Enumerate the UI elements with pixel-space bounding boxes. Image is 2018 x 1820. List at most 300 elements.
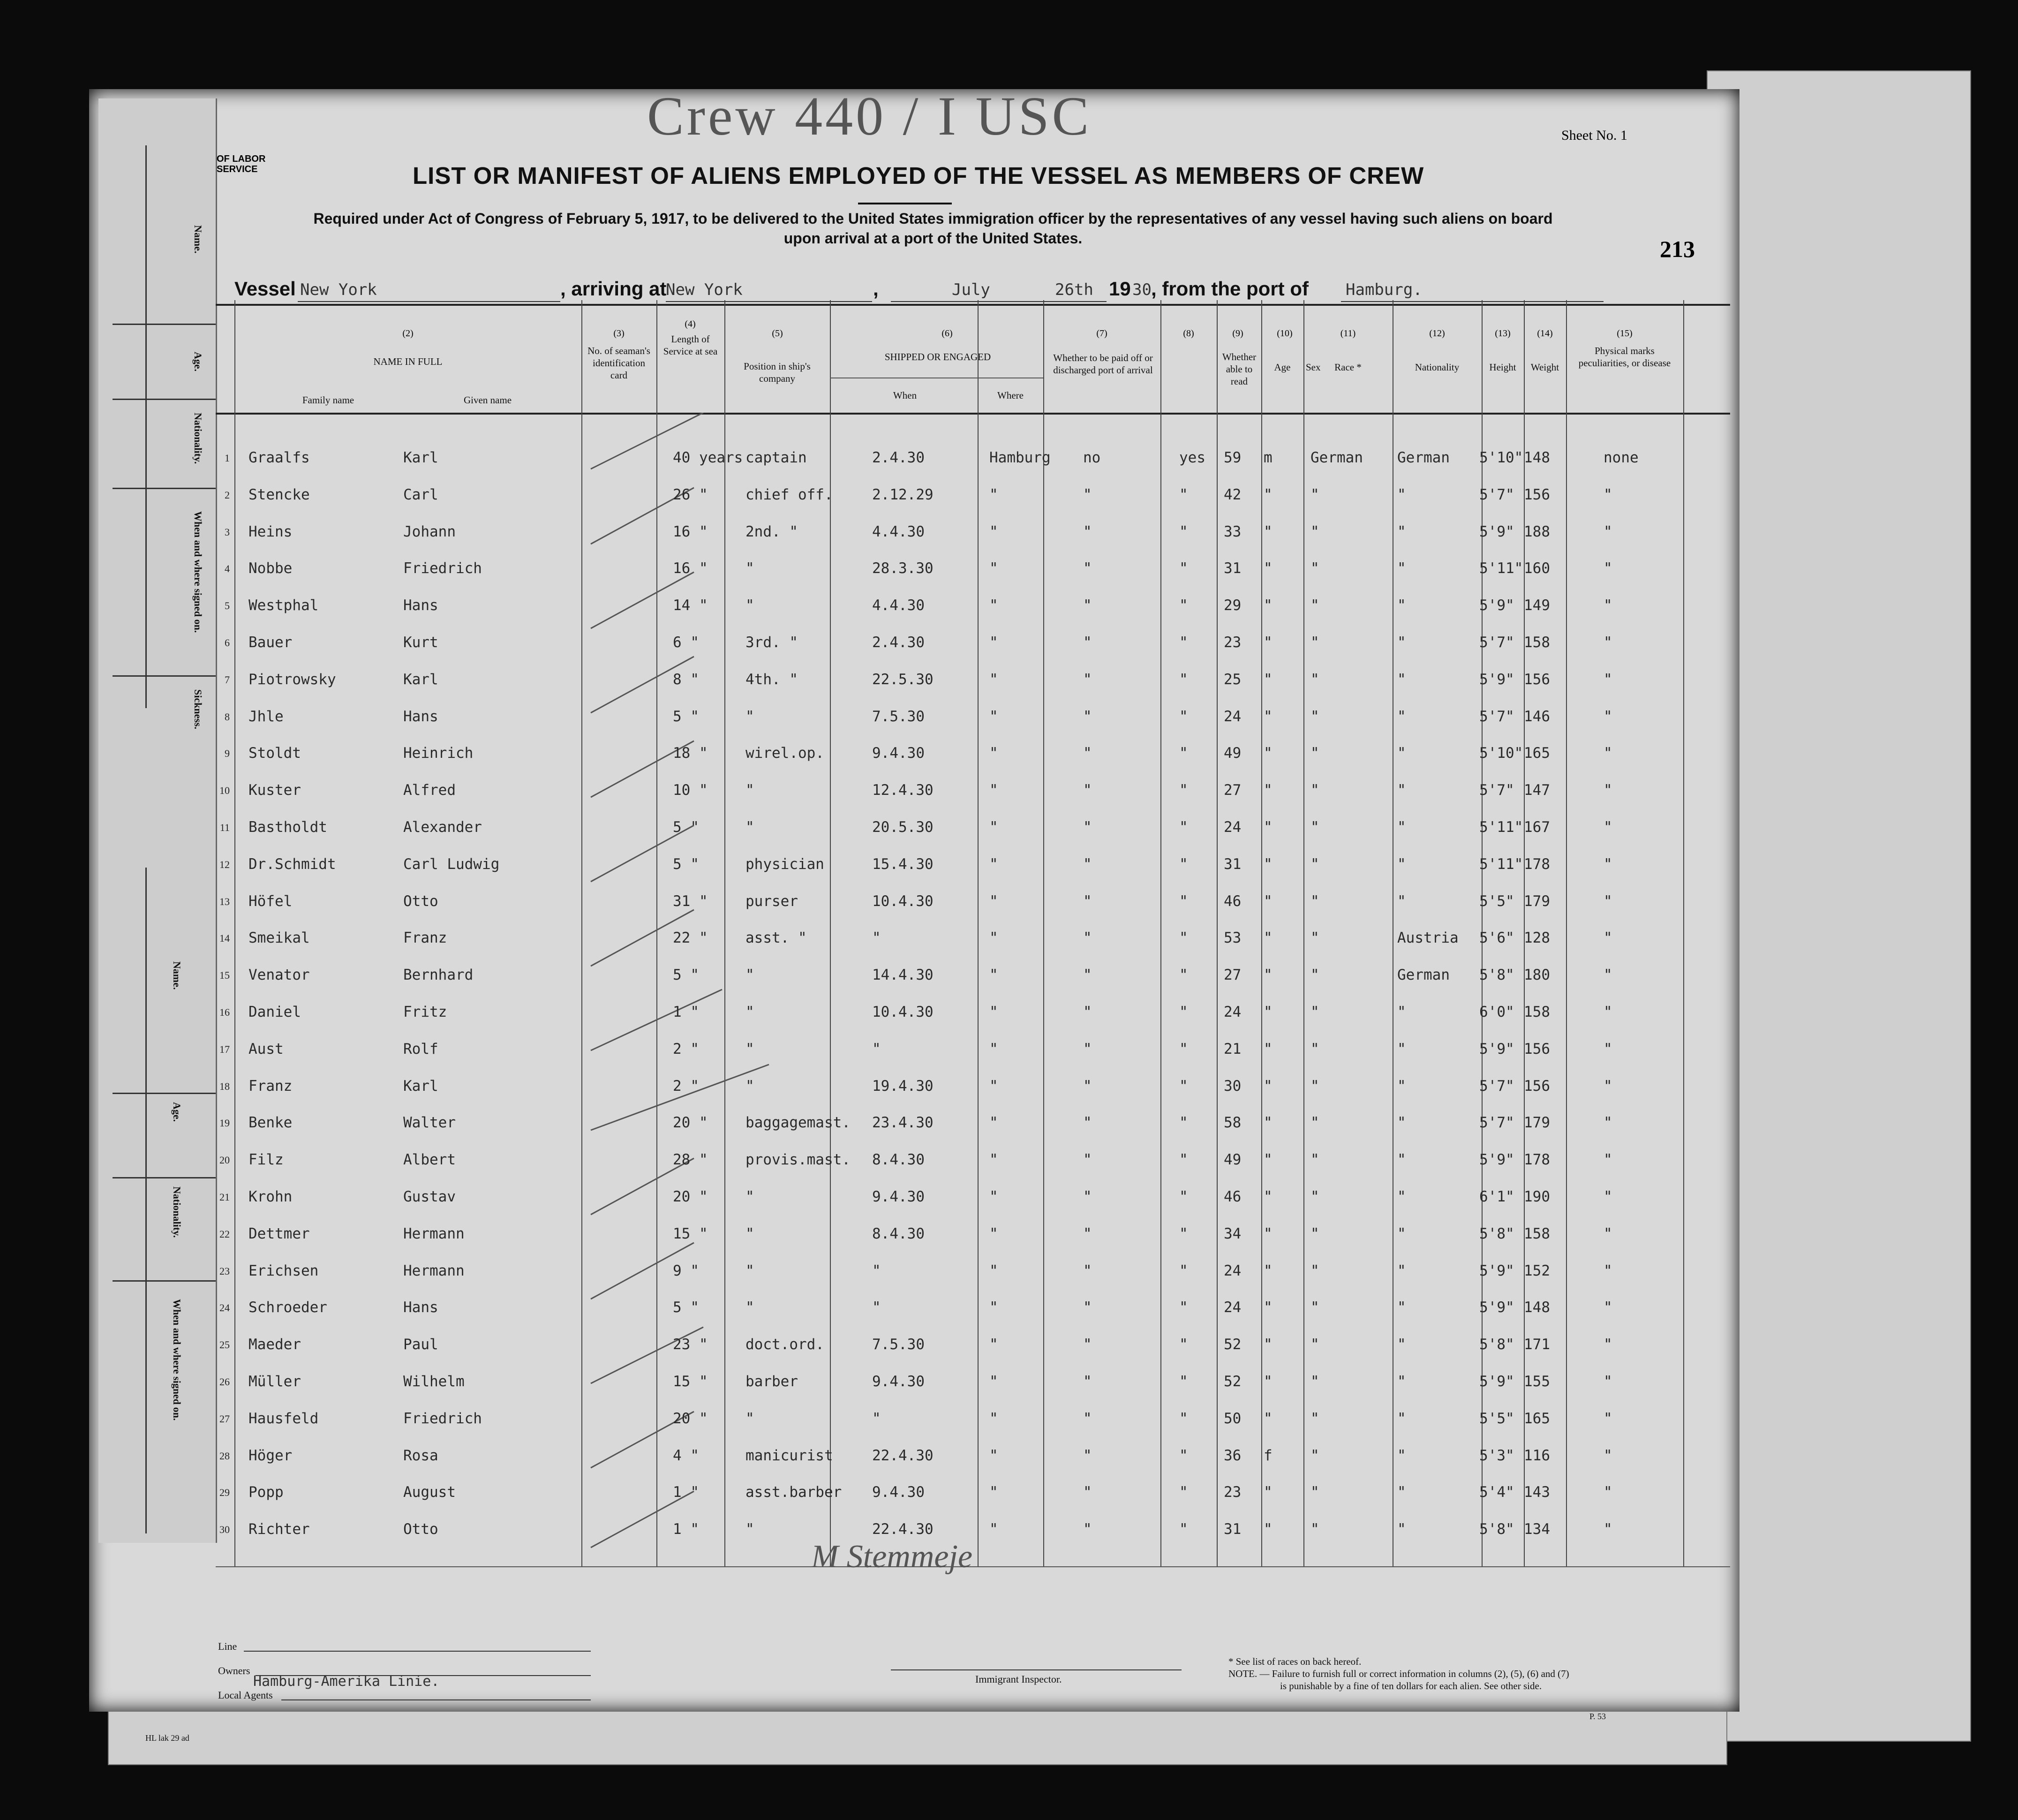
service-cell: 5 " [673,819,699,836]
able-to-read-cell: " [1179,560,1188,577]
shipped-when-cell: 9.4.30 [872,1373,925,1390]
physical-marks-cell: " [1604,1040,1612,1057]
given-name-cell: Walter [403,1114,456,1132]
physical-marks-cell: " [1604,1188,1612,1205]
given-name-cell: Fritz [403,1004,447,1020]
given-name-cell: Johann [403,523,456,540]
family-name-cell: Stencke [248,486,310,503]
shipped-where-cell: " [989,819,998,836]
able-to-read-cell: yes [1179,449,1205,466]
col-num-12: (12) [1429,328,1445,339]
sex-cell: " [1264,1299,1273,1316]
height-cell: 5'6" [1479,929,1514,947]
age-cell: 29 [1224,597,1242,614]
height-cell: 5'11" [1479,560,1523,577]
given-name-cell: Karl [403,1077,438,1095]
shipped-where-cell: " [989,1484,998,1501]
weight-cell: 128 [1524,929,1550,947]
family-name-cell: Daniel [248,1004,301,1020]
sex-cell: " [1264,745,1273,762]
physical-marks-cell: " [1604,597,1612,614]
race-cell: " [1310,634,1319,651]
col-rule [1043,300,1044,1566]
col-num-9: (9) [1232,328,1243,339]
sex-cell: " [1264,708,1273,725]
family-name-cell: Venator [248,967,310,984]
service-cell: 9 " [673,1262,699,1279]
shipped-when-cell: 8.4.30 [872,1225,925,1242]
col-head-name: NAME IN FULL [373,356,443,367]
shipped-when-cell: 2.4.30 [872,634,925,651]
service-cell: 1 " [673,1521,699,1538]
shipped-where-cell: " [989,1188,998,1205]
weight-cell: 158 [1524,1004,1550,1020]
table-top-rule [216,304,1730,306]
race-cell: " [1310,1299,1319,1316]
paid-off-cell: " [1083,597,1092,614]
race-cell: " [1310,523,1319,540]
vessel-value: New York [300,280,377,299]
given-name-cell: Franz [403,929,447,947]
shipped-when-cell: " [872,929,881,947]
position-cell: captain [745,449,807,466]
sex-cell: " [1264,523,1273,540]
age-cell: 25 [1224,671,1242,688]
position-cell: " [745,597,754,614]
service-cell: 5 " [673,967,699,984]
family-name-cell: Filz [248,1151,284,1169]
sex-cell: " [1264,1188,1273,1205]
height-cell: 5'8" [1479,967,1514,984]
shipped-where-cell: " [989,1447,998,1464]
manifest-subtitle [230,209,1636,248]
able-to-read-cell: " [1179,1151,1188,1169]
able-to-read-cell: " [1179,967,1188,984]
race-cell: " [1310,1188,1319,1205]
stub-divider [145,868,147,1533]
col-sub-when: When [893,390,917,401]
family-name-cell: Smeikal [248,929,310,947]
nationality-cell: " [1397,1373,1406,1390]
service-cell: 20 " [673,1410,708,1427]
nationality-cell: " [1397,1521,1406,1538]
row-number: 9 [225,748,230,760]
position-cell: provis.mast. [745,1151,851,1169]
position-cell: " [745,967,754,984]
nationality-cell: German [1397,967,1450,984]
shipped-where-cell: " [989,1225,998,1242]
age-cell: 31 [1224,855,1242,873]
able-to-read-cell: " [1179,1299,1188,1316]
inspector-underline [891,1669,1182,1670]
physical-marks-cell: " [1604,1410,1612,1427]
height-cell: 5'9" [1479,1040,1514,1057]
weight-cell: 165 [1524,745,1550,762]
position-cell: 3rd. " [745,634,798,651]
nationality-cell: " [1397,708,1406,725]
weight-cell: 116 [1524,1447,1550,1464]
able-to-read-cell: " [1179,929,1188,947]
race-cell: " [1310,1077,1319,1095]
nationality-cell: " [1397,1151,1406,1169]
race-cell: " [1310,708,1319,725]
col-num-7: (7) [1096,328,1107,339]
able-to-read-cell: " [1179,1484,1188,1501]
height-cell: 5'8" [1479,1521,1514,1538]
physical-marks-cell: " [1604,782,1612,799]
family-name-cell: Benke [248,1114,293,1132]
position-cell: " [745,708,754,725]
shipped-when-cell: 9.4.30 [872,1188,925,1205]
age-cell: 52 [1224,1336,1242,1353]
weight-cell: 171 [1524,1336,1550,1353]
given-name-cell: Carl [403,486,438,503]
paid-off-cell: " [1083,486,1092,503]
race-cell: " [1310,1447,1319,1464]
stub-label-name: Name. [171,961,183,990]
department-label: OF LABOR SERVICE [217,154,266,174]
given-name-cell: Otto [403,892,438,910]
age-cell: 24 [1224,708,1242,725]
row-number: 23 [219,1265,230,1277]
service-cell: 16 " [673,523,708,540]
paid-off-cell: " [1083,560,1092,577]
col-num-2: (2) [402,328,414,339]
agents-underline [281,1699,591,1700]
col-num-13: (13) [1495,328,1511,339]
sex-cell: " [1264,1040,1273,1057]
paid-off-cell: " [1083,967,1092,984]
race-cell: " [1310,1151,1319,1169]
age-cell: 27 [1224,967,1242,984]
port-value: Hamburg. [1346,280,1423,299]
row-number: 1 [225,452,230,464]
shipped-where-cell: " [989,1077,998,1095]
col-num-10: (10) [1277,328,1293,339]
paid-off-cell: " [1083,1004,1092,1020]
shipped-when-cell: 22.5.30 [872,671,934,688]
col-head-height: Height [1489,362,1516,373]
physical-marks-cell: " [1604,855,1612,873]
from-port-label: , from the port of [1151,278,1309,300]
weight-cell: 156 [1524,486,1550,503]
shipped-when-cell: 7.5.30 [872,708,925,725]
paid-off-cell: " [1083,1521,1092,1538]
sex-cell: " [1264,560,1273,577]
given-name-cell: Hermann [403,1262,465,1279]
position-cell: " [745,1188,754,1205]
weight-cell: 179 [1524,1114,1550,1132]
given-name-cell: Hans [403,708,438,725]
race-cell: German [1310,449,1363,466]
row-number: 27 [219,1412,230,1425]
row-number: 28 [219,1450,230,1462]
race-cell: " [1310,1521,1319,1538]
family-name-cell: Popp [248,1484,284,1501]
service-cell: 1 " [673,1004,699,1020]
shipped-where-cell: " [989,560,998,577]
weight-cell: 178 [1524,1151,1550,1169]
family-name-cell: Höger [248,1447,293,1464]
sex-cell: f [1264,1447,1273,1464]
col-head-race: Race * [1334,362,1362,373]
paid-off-cell: " [1083,1114,1092,1132]
height-cell: 5'11" [1479,855,1523,873]
race-cell: " [1310,967,1319,984]
physical-marks-cell: " [1604,1373,1612,1390]
card-column-strokes [581,413,797,1566]
physical-marks-cell: " [1604,1299,1612,1316]
col-num-15: (15) [1617,328,1633,339]
shipped-when-cell: 20.5.30 [872,819,934,836]
footnote-races: * See list of races on back hereof. [1228,1656,1362,1667]
race-cell: " [1310,855,1319,873]
row-number: 26 [219,1376,230,1388]
physical-marks-cell: " [1604,819,1612,836]
able-to-read-cell: " [1179,1336,1188,1353]
physical-marks-cell: " [1604,523,1612,540]
physical-marks-cell: " [1604,1151,1612,1169]
row-number: 12 [219,858,230,870]
physical-marks-cell: " [1604,486,1612,503]
weight-cell: 143 [1524,1484,1550,1501]
age-cell: 49 [1224,745,1242,762]
shipped-where-cell: " [989,523,998,540]
shipped-when-cell: 14.4.30 [872,967,934,984]
stub-rule [113,675,216,677]
sex-cell: " [1264,967,1273,984]
family-name-cell: Müller [248,1373,301,1390]
row-number: 22 [219,1228,230,1240]
owners-value: Hamburg-Amerika Linie. [253,1673,440,1690]
given-name-cell: Paul [403,1336,438,1353]
shipped-when-cell: 10.4.30 [872,892,934,910]
family-name-cell: Dettmer [248,1225,310,1242]
nationality-cell: German [1397,449,1450,466]
race-cell: " [1310,671,1319,688]
table-bottom-rule [216,1566,1730,1567]
weight-cell: 158 [1524,634,1550,651]
paid-off-cell: " [1083,929,1092,947]
shipped-where-cell: " [989,1373,998,1390]
given-name-cell: Gustav [403,1188,456,1205]
sex-cell: " [1264,855,1273,873]
nationality-cell: " [1397,1114,1406,1132]
height-cell: 5'7" [1479,708,1514,725]
able-to-read-cell: " [1179,708,1188,725]
col-head-paid-off: Whether to be paid off or discharged port of arrival [1053,352,1153,376]
row-number: 18 [219,1080,230,1092]
shipped-where-cell: " [989,1040,998,1057]
paid-off-cell: " [1083,1040,1092,1057]
stub-rule [113,1177,216,1178]
stub-label-nationality: Nationality. [192,413,204,464]
height-cell: 5'7" [1479,486,1514,503]
row-number: 2 [225,489,230,501]
given-name-cell: Kurt [403,634,438,651]
able-to-read-cell: " [1179,1373,1188,1390]
race-cell: " [1310,1410,1319,1427]
nationality-cell: " [1397,1004,1406,1020]
sex-cell: " [1264,671,1273,688]
age-cell: 33 [1224,523,1242,540]
sex-cell: " [1264,1151,1273,1169]
service-cell: 15 " [673,1373,708,1390]
shipped-where-cell: Hamburg [989,449,1051,466]
height-cell: 5'7" [1479,1114,1514,1132]
height-cell: 5'9" [1479,1151,1514,1169]
footnote-note-1: NOTE. — Failure to furnish full or correct information in columns (2), (5), (6) and (7) [1228,1668,1569,1679]
shipped-where-cell: " [989,597,998,614]
service-cell: 14 " [673,597,708,614]
given-name-cell: Bernhard [403,967,474,984]
stub-rule [113,1280,216,1282]
given-name-cell: Karl [403,449,438,466]
paid-off-cell: " [1083,745,1092,762]
race-cell: " [1310,745,1319,762]
given-name-cell: Alexander [403,819,482,836]
nationality-cell: " [1397,1188,1406,1205]
height-cell: 5'9" [1479,1299,1514,1316]
position-cell: physician [745,855,824,873]
weight-cell: 146 [1524,708,1550,725]
stub-label-age: Age. [171,1102,183,1122]
race-cell: " [1310,1040,1319,1057]
race-cell: " [1310,597,1319,614]
footnote [1228,1655,1569,1692]
position-cell: " [745,1521,754,1538]
weight-cell: 134 [1524,1521,1550,1538]
nationality-cell: " [1397,1077,1406,1095]
able-to-read-cell: " [1179,1004,1188,1020]
sex-cell: " [1264,1521,1273,1538]
col-head-marks: Physical marks peculiarities, or disease [1578,345,1671,369]
race-cell: " [1310,892,1319,910]
nationality-cell: " [1397,634,1406,651]
position-cell: 2nd. " [745,523,798,540]
height-cell: 5'10" [1479,449,1523,466]
age-cell: 24 [1224,1299,1242,1316]
col-head-shipped: SHIPPED OR ENGAGED [884,351,991,362]
family-name-cell: Bastholdt [248,819,327,836]
nationality-cell: " [1397,523,1406,540]
sex-cell: " [1264,1262,1273,1279]
paid-off-cell: " [1083,1373,1092,1390]
weight-cell: 155 [1524,1373,1550,1390]
sex-cell: " [1264,1484,1273,1501]
height-cell: 5'9" [1479,1262,1514,1279]
given-name-cell: Carl Ludwig [403,855,500,873]
given-name-cell: Hermann [403,1225,465,1242]
shipped-where-cell: " [989,1004,998,1020]
race-cell: " [1310,1373,1319,1390]
inspector-signature: M Stemmeje [811,1539,973,1575]
row-number: 20 [219,1154,230,1166]
able-to-read-cell: " [1179,819,1188,836]
physical-marks-cell: " [1604,1225,1612,1242]
stub-label-sickness: Sickness. [192,689,204,729]
nationality-cell: " [1397,671,1406,688]
family-name-cell: Höfel [248,892,293,910]
service-cell: 16 " [673,560,708,577]
weight-cell: 156 [1524,1040,1550,1057]
arriving-value: New York [666,280,743,299]
given-name-cell: Rolf [403,1040,438,1057]
family-name-cell: Heins [248,523,293,540]
physical-marks-cell: " [1604,708,1612,725]
given-name-cell: Karl [403,671,438,688]
physical-marks-cell: " [1604,745,1612,762]
age-cell: 46 [1224,1188,1242,1205]
shipped-where-cell: " [989,1151,998,1169]
sex-cell: " [1264,486,1273,503]
footnote-note-2: is punishable by a fine of ten dollars for each alien. See other side. [1280,1680,1542,1692]
service-cell: 4 " [673,1447,699,1464]
given-name-cell: Otto [403,1521,438,1538]
col-num-3: (3) [613,328,625,339]
family-name-cell: Franz [248,1077,293,1095]
service-cell: 28 " [673,1151,708,1169]
nationality-cell: " [1397,855,1406,873]
race-cell: " [1310,929,1319,947]
shipped-where-cell: " [989,1262,998,1279]
family-name-cell: Erichsen [248,1262,319,1279]
nationality-cell: " [1397,486,1406,503]
given-name-cell: Albert [403,1151,456,1169]
year-label: 19 [1109,278,1131,300]
service-cell: 22 " [673,929,708,947]
position-cell: manicurist [745,1447,833,1464]
paid-off-cell: " [1083,1225,1092,1242]
col-rule [1566,300,1567,1566]
able-to-read-cell: " [1179,1040,1188,1057]
shipped-when-cell: " [872,1040,881,1057]
family-name-cell: Hausfeld [248,1410,319,1427]
col-head-nationality: Nationality [1415,362,1460,373]
weight-cell: 147 [1524,782,1550,799]
physical-marks-cell: " [1604,892,1612,910]
sex-cell: " [1264,1004,1273,1020]
able-to-read-cell: " [1179,671,1188,688]
nationality-cell: " [1397,782,1406,799]
subtitle-line-2: upon arrival at a port of the United States. [783,230,1083,247]
able-to-read-cell: " [1179,486,1188,503]
race-cell: " [1310,1262,1319,1279]
col-sub-given: Given name [463,394,512,406]
shipped-when-cell: 7.5.30 [872,1336,925,1353]
row-number: 6 [225,637,230,649]
col-rule [234,300,235,1566]
given-name-cell: Alfred [403,782,456,799]
service-cell: 5 " [673,1299,699,1316]
age-cell: 50 [1224,1410,1242,1427]
title-underline [858,203,952,204]
service-cell: 40 years [673,449,743,466]
service-cell: 26 " [673,486,708,503]
crew-table: (2) NAME IN FULL Family name Given name (3) No. of seaman's identification card (4) Length of Service at sea (5) Position in ship's company (6) SHIPPED OR ENGAGED When Where (7) Whether to be paid off or discharged port of arrival (8) Whether able to read (9) Age (10) Sex (11) Race * (12) Nationality (13) Height (14) Weight (15) Physical marks peculiarities, or disease 1 Graalfs Karl 40 years captain 2.4.30 Hamburg no yes 59 m German German 5'10" 148 none 2 Stencke Carl 26 " chief off. 2.12.29 " " " 42 " " " 5'7" 156 " 3 Heins Johann 16 " 2nd. " 4.4.30 " " " 33 " " " 5'9" 188 " 4 Nobbe Friedrich 16 " " 28.3.30 " " " 31 " " " 5'11" 160 " 5 Westphal Hans 14 " " 4.4.30 " " " 29 " " " 5'9" 149 " 6 Bauer Kurt 6 " 3rd. " 2.4.30 " " " 23 " " " 5'7" 158 " 7 Piotrowsky Karl 8 " 4th. " 22.5.30 " " " 25 " " " 5'9" 156 " 8 Jhle Hans 5 " " 7.5.30 " " " 24 " " " 5'7" 146 " 9 Stoldt Heinrich 18 " wirel.op. 9.4.30 " " " 49 " " " 5'10" 165 " 10 Kuster Alfred 10 " " 12.4.30 " " " 27 " " " 5'7" 147 " 11 Bastholdt Alexander 5 " " 20.5.30 " " " 24 " " " 5'11" 167 " 12 Dr.Schmidt Carl Ludwig 5 " physician 15.4.30 " " " 31 " " " 5'11" 178 " 13 Höfel Otto 31 " purser 10.4.30 " " " 46 " " " 5'5" 179 " 14 Smeikal Franz 22 " asst. " " " " " 53 " " Austria 5'6" 128 " 15 Venator Bernhard 5 " " 14.4.30 " " " 27 " " German 5'8" 180 " 16 Daniel Fritz 1 " " 10.4.30 " " " 24 " " " 6'0" 158 " 17 Aust Rolf 2 " " " " " " 21 " " " 5'9" 156 " 18 Franz Karl 2 " " 19.4.30 " " " 30 " " " 5'7" 156 " 19 Benke Walter 20 " baggagemast. 23.4.30 " " " 58 " " " 5'7" 179 " 20 Filz Albert 28 " provis.mast. 8.4.30 " " " 49 " " " 5'9" 178 " 21 Krohn Gustav 20 " " 9.4.30 " " " 46 " " " 6'1" 190 " 22 Dettmer Hermann 15 " " 8.4.30 " " " 34 " " " 5'8" 158 " 23 Erichsen Hermann 9 " " " " " " 24 " " " 5'9" 152 " 24 Schroeder Hans 5 " " " " " " 24 " " " 5'9" 148 " 25 Maeder Paul 23 " doct.ord. 7.5.30 " " " 52 " " " 5'8" 171 " 26 Müller Wilhelm 15 " barber 9.4.30 " " " 52 " " " 5'9" 155 " 27 Hausfeld Friedrich 20 " " " " " " 50 " " " 5'5" 165 " 28 Höger Rosa 4 " manicurist 22.4.30 " " " 36 f " " 5'3" 116 " 29 Popp August 1 " asst.barber 9.4.30 " " " 23 " " " 5'4" 143 " 30 Richter Otto 1 " " 22.4.30 " " " 31 " " " 5'8" 134 " [216,300,1730,1585]
able-to-read-cell: " [1179,1188,1188,1205]
paid-off-cell: " [1083,1262,1092,1279]
age-cell: 49 [1224,1151,1242,1169]
age-cell: 30 [1224,1077,1242,1095]
service-cell: 10 " [673,782,708,799]
shipped-when-cell: 15.4.30 [872,855,934,873]
family-name-cell: Nobbe [248,560,293,577]
row-number: 19 [219,1117,230,1129]
sex-cell: " [1264,929,1273,947]
paid-off-cell: " [1083,1447,1092,1464]
weight-cell: 156 [1524,671,1550,688]
